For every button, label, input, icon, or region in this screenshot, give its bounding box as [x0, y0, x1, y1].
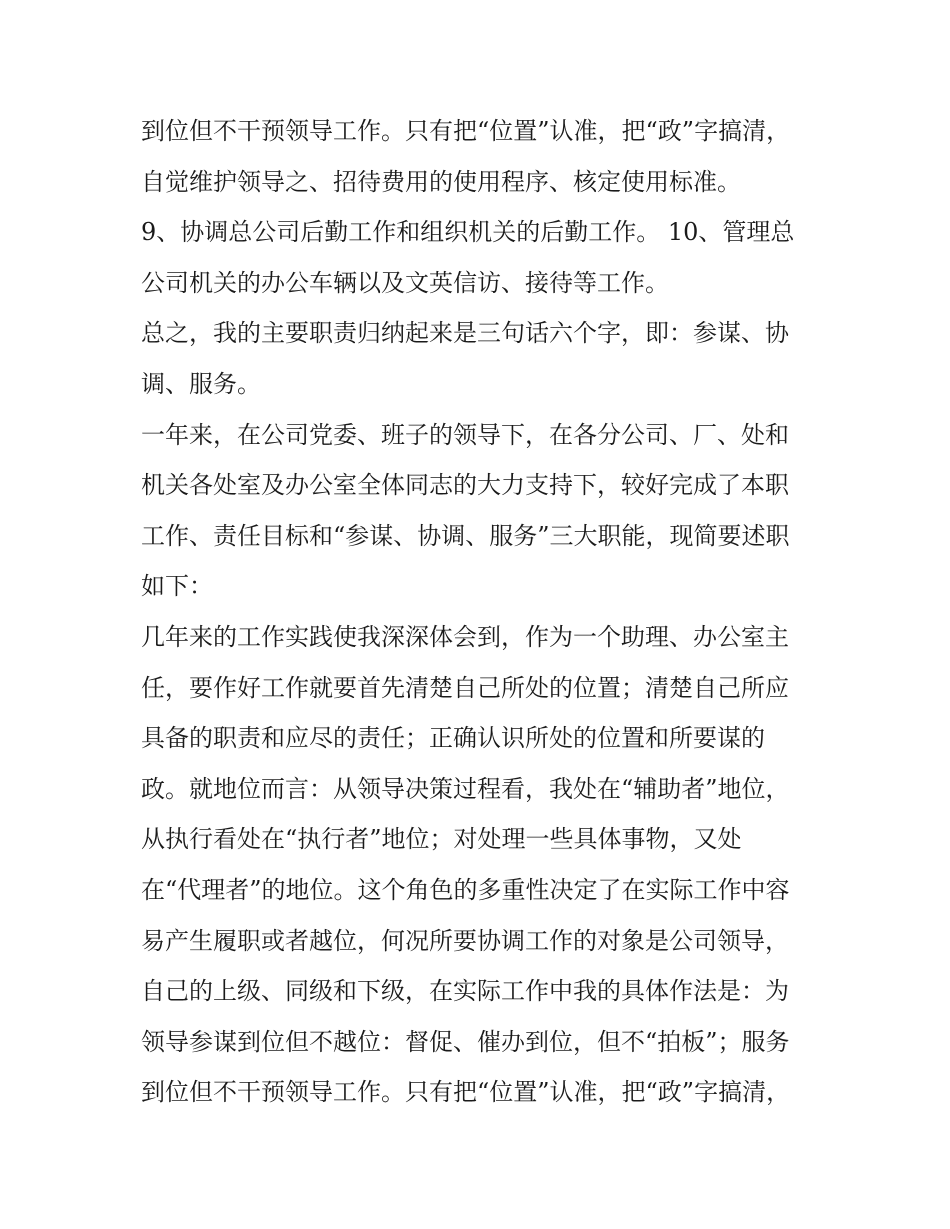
text-line: 到位但不干预领导工作。只有把“位置”认准，把“政”字搞清， [141, 1078, 791, 1107]
text-line: 工作、责任目标和“参谋、协调、服务”三大职能，现简要述职 [141, 521, 790, 550]
text-line: 易产生履职或者越位，何况所要协调工作的对象是公司领导， [141, 926, 789, 955]
text-line: 到位但不干预领导工作。只有把“位置”认准，把“政”字搞清， [141, 117, 791, 145]
text-line: 调、服务。 [141, 369, 261, 398]
text-line: 任，要作好工作就要首先清楚自己所处的位置；清楚自己所应 [141, 673, 789, 702]
text-line: 在“代理者”的地位。这个角色的多重性决定了在实际工作中容 [141, 875, 790, 904]
text-line: 9、协调总公司后勤工作和组织机关的后勤工作。 10、管理总 [141, 218, 795, 247]
text-line: 几年来的工作实践使我深深体会到，作为一个助理、办公室主 [141, 622, 789, 651]
text-line: 公司机关的办公车辆以及文英信访、接待等工作。 [141, 268, 669, 297]
text-line: 总之，我的主要职责归纳起来是三句话六个字，即：参谋、协 [141, 319, 789, 348]
document-body [141, 106, 816, 1118]
text-line: 一年来，在公司党委、班子的领导下，在各分公司、厂、处和 [141, 420, 789, 449]
text-line: 自己的上级、同级和下级，在实际工作中我的具体作法是：为 [141, 977, 789, 1006]
text-line: 具备的职责和应尽的责任；正确认识所处的位置和所要谋的 [141, 724, 765, 753]
text-line: 领导参谋到位但不越位：督促、催办到位，但不“拍板”；服务 [141, 1027, 790, 1056]
text-line: 自觉维护领导之、招待费用的使用程序、核定使用标准。 [141, 167, 741, 196]
text-line: 机关各处室及办公室全体同志的大力支持下，较好完成了本职 [141, 471, 789, 500]
text-line: 从执行看处在“执行者”地位；对处理一些具体事物，又处 [141, 825, 742, 854]
text-line: 政。就地位而言：从领导决策过程看，我处在“辅助者”地位， [141, 774, 790, 803]
text-line: 如下： [141, 572, 213, 601]
